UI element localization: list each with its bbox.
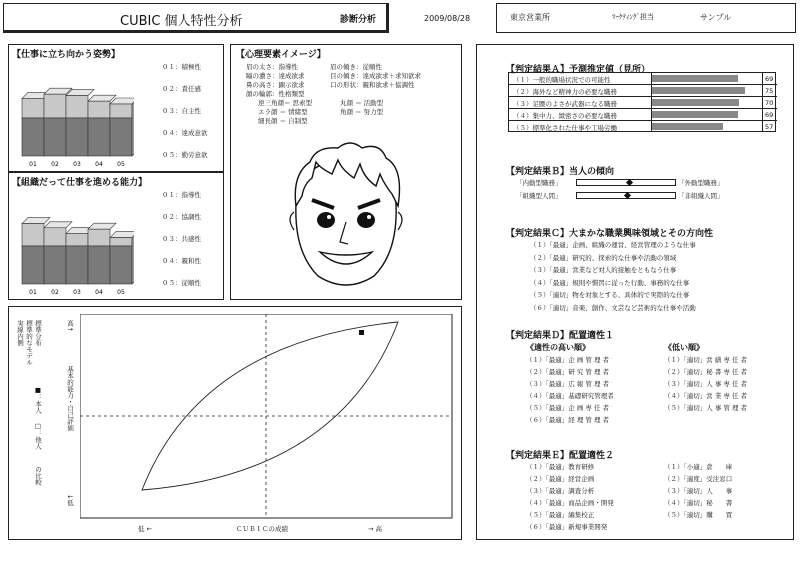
legend-standard: 標準分布 — [34, 320, 42, 346]
result-a-label: （２）海外など精神力の必要な職務 — [513, 88, 617, 96]
bar-lower — [44, 246, 66, 284]
x-tick-label: 02 — [51, 161, 59, 168]
attitude-item: ０２：責任感 — [162, 85, 201, 93]
psych-line: 眉の傾き：従順性 — [330, 63, 382, 71]
result-e-high-item: （４）「最適」商品企画・開発 — [526, 499, 614, 507]
x-tick-label: 05 — [117, 161, 125, 168]
attitude-title: 【仕事に立ち向かう姿勢】 — [12, 50, 121, 60]
result-a-bar-track — [651, 73, 763, 84]
legend-compare: の比較 — [34, 466, 42, 486]
org-item: ０４：親和性 — [162, 257, 201, 265]
result-e-high-item: （５）「最適」編集校正 — [526, 511, 595, 519]
attitude-item: ０３：自主性 — [162, 107, 201, 115]
result-e-high-item: （１）「最適」教育研修 — [526, 463, 595, 471]
result-a-value: 75 — [765, 87, 774, 95]
x-tick-label: 02 — [51, 289, 59, 296]
attitude-chart — [14, 62, 134, 172]
bar-lower — [22, 246, 44, 284]
psych-line: 眉の太さ：指導性 — [246, 63, 298, 71]
result-d-low-title: 《低い順》 — [664, 343, 704, 352]
result-d-low-item: （４）「適切」営 業 専 任 者 — [664, 392, 748, 400]
face-illustration — [276, 134, 416, 294]
result-e-high-item: （２）「最適」経営企画 — [526, 475, 595, 483]
result-a-table — [508, 72, 776, 132]
result-d-high-item: （３）「最適」広 報 管 理 者 — [526, 380, 610, 388]
legend-inside: 実線内側 — [16, 320, 24, 346]
result-d-title: 【判定結果Ｄ】配置適性１ — [506, 331, 615, 341]
result-a-row — [509, 97, 777, 109]
bar-upper — [22, 224, 44, 246]
result-a-row — [509, 109, 777, 121]
department: ﾏｰｹﾃｨﾝｸﾞ担当 — [612, 13, 654, 21]
result-e-high-item: （３）「最適」調査分析 — [526, 487, 595, 495]
bar-upper — [88, 101, 110, 118]
legend-model: 標準的なモデル — [25, 320, 33, 366]
bar-top — [110, 232, 134, 238]
x-tick-label: 04 — [95, 289, 103, 296]
result-b-right: 「外動型職務」 — [678, 179, 724, 187]
result-b-left: 「内動型職務」 — [516, 179, 562, 187]
bar-lower — [66, 118, 88, 156]
report-date: 2009/08/28 — [424, 14, 471, 23]
result-a-row — [509, 121, 777, 133]
x-tick-label: 03 — [73, 161, 81, 168]
result-a-bar — [652, 111, 738, 118]
result-e-title: 【判定結果Ｅ】配置適性２ — [506, 451, 615, 461]
bar-lower — [110, 246, 132, 284]
result-d-high-title: 《適性の高い順》 — [526, 343, 590, 352]
result-e-low-item: （１）「小適」倉 庫 — [664, 463, 733, 471]
result-a-bar-track — [651, 97, 763, 108]
x-tick-label: 04 — [95, 161, 103, 168]
bar-upper — [22, 98, 44, 118]
diagnosis-badge: 診断分析 — [340, 15, 377, 25]
bar-upper — [44, 94, 66, 118]
y-axis-high: 高↑ — [66, 320, 74, 332]
result-a-title: 【判定結果Ａ】予測推定値（見所） — [506, 65, 651, 75]
result-a-row — [509, 85, 777, 97]
x-tick-label: 01 — [29, 161, 37, 168]
result-a-label: （５）標準化された仕事や工場労働 — [513, 124, 617, 132]
result-a-value: 57 — [765, 123, 774, 131]
result-d-high-item: （２）「最適」研 究 管 理 者 — [526, 368, 610, 376]
psych-line: 目の傾き：達成欲求＋求知欲求 — [330, 72, 421, 80]
psych-line: 口の形状：親和欲求＋協調性 — [330, 81, 415, 89]
psych-type: エラ顔 ＝ 情緒型 — [258, 108, 308, 116]
legend-other: □：他人 — [34, 422, 42, 450]
bar-top — [22, 218, 50, 224]
result-d-high-item: （５）「最適」企 画 専 任 者 — [526, 404, 610, 412]
x-tick-label: 01 — [29, 289, 37, 296]
bar-lower — [22, 118, 44, 156]
bar-top — [66, 90, 94, 96]
result-b-rows — [506, 178, 776, 204]
result-b-track — [576, 192, 676, 199]
psych-type: 逆三角顔＝ 思索型 — [258, 99, 313, 107]
org-item: ０２：協調性 — [162, 213, 201, 221]
result-d-low-item: （２）「適切」秘 書 専 任 者 — [664, 368, 748, 376]
result-c-item: （１）「最適」企画、組織の運営、経営管理のような仕事 — [530, 241, 696, 249]
bar-lower — [66, 246, 88, 284]
bar-lower — [110, 118, 132, 156]
bar-top — [88, 223, 116, 229]
attitude-item: ０５：勤労意欲 — [162, 151, 208, 159]
bar-upper — [66, 233, 88, 246]
result-d-low-item: （１）「適切」営 繕 専 任 者 — [664, 356, 748, 364]
bar-side — [132, 98, 134, 156]
result-b-left: 「組織型人間」 — [516, 192, 562, 200]
x-tick-label: 05 — [117, 289, 125, 296]
psych-line: 瞳の濃さ：達成欲求 — [246, 72, 305, 80]
bar-lower — [44, 118, 66, 156]
result-a-row — [509, 73, 777, 85]
result-a-label: （３）足腰のよさが武器になる職務 — [513, 100, 617, 108]
bar-lower — [88, 246, 110, 284]
attitude-item: ０１：積極性 — [162, 63, 201, 71]
psych-type: 角顔 ＝ 努力型 — [340, 108, 384, 116]
result-b-right: 「非組織人間」 — [678, 192, 724, 200]
result-a-bar — [652, 87, 745, 94]
bar-top — [88, 95, 116, 101]
psych-line: 鼻の高さ：顕示欲求 — [246, 81, 305, 89]
x-axis-high: → 高 — [368, 525, 383, 533]
x-axis-label: ＣＵＢＩＣの成績 — [236, 525, 288, 533]
result-a-bar — [652, 99, 739, 106]
y-axis-label: 基本的能力・自己評価 — [66, 366, 74, 431]
result-c-item: （６）「適切」音楽、創作、文芸など芸術的な仕事や活動 — [530, 303, 696, 312]
result-a-value: 69 — [765, 111, 774, 119]
result-a-bar-track — [651, 121, 763, 132]
org-item: ０３：共感性 — [162, 235, 201, 243]
bar-top — [44, 88, 72, 94]
result-c-item: （４）「最適」規則や慣習に従った行動、事務的な仕事 — [530, 278, 690, 287]
bar-upper — [88, 229, 110, 246]
result-b-track — [576, 179, 676, 186]
bar-side — [132, 232, 134, 284]
bar-upper — [110, 238, 132, 246]
result-c-title: 【判定結果Ｃ】大まかな職業興味領域とその方向性 — [506, 229, 714, 239]
result-a-label: （４）集中力、緻密さの必要な職務 — [513, 112, 617, 120]
result-d-low-item: （５）「適切」人 事 管 理 者 — [664, 404, 748, 412]
result-a-bar-track — [651, 109, 763, 120]
org-item: ０１：指導性 — [162, 191, 201, 199]
result-a-bar — [652, 123, 723, 130]
result-e-low-item: （３）「適切」人 事 — [664, 487, 733, 495]
bar-upper — [44, 228, 66, 246]
result-c-item: （２）「最適」研究的、探索的な仕事や活動の領域 — [530, 253, 677, 262]
result-c-item: （３）「最適」営業など対人的接触をともなう仕事 — [530, 266, 677, 274]
report-title: CUBIC 個人特性分析 — [120, 14, 243, 29]
result-a-label: （１）一般的職場状況での可能性 — [513, 76, 611, 84]
legend-self: ■：本人 — [34, 386, 42, 414]
result-d-high-item: （４）「最適」基礎研究管理者 — [526, 392, 614, 400]
bar-upper — [66, 96, 88, 118]
org-title: 【組織だって仕事を進める能力】 — [12, 178, 148, 188]
org-item: ０５：従順性 — [162, 279, 201, 287]
bar-top — [44, 222, 72, 228]
person-name: サンプル — [700, 13, 732, 22]
org-chart — [14, 190, 134, 300]
distribution-legend — [14, 320, 74, 510]
psych-type: 丸顔 ＝ 活動型 — [340, 99, 384, 107]
result-a-bar — [652, 75, 738, 82]
result-c-item: （５）「適切」物を対象とする、具体的で実際的な仕事 — [530, 291, 690, 299]
result-b-marker — [626, 179, 633, 186]
y-axis-low: ↓低 — [66, 494, 74, 506]
result-e-low-item: （５）「適切」購 買 — [664, 511, 733, 519]
bar-lower — [88, 118, 110, 156]
psych-title: 【心理要素イメージ】 — [236, 50, 326, 60]
bar-upper — [110, 104, 132, 118]
office-name: 東京営業所 — [510, 13, 550, 22]
result-a-bar-track — [651, 85, 763, 96]
x-axis-low: 低 ← — [138, 525, 153, 533]
result-a-value: 69 — [765, 75, 774, 83]
psych-line: 顔の輪郭：性格類型 — [246, 90, 305, 98]
psych-type: 細長顔 ＝ 自制型 — [258, 117, 308, 125]
result-a-value: 70 — [765, 99, 774, 107]
result-d-high-item: （６）「最適」経 理 管 理 者 — [526, 416, 610, 424]
result-d-high-item: （１）「最適」企 画 管 理 者 — [526, 356, 610, 364]
bar-top — [110, 98, 134, 104]
x-tick-label: 03 — [73, 289, 81, 296]
distribution-plot — [80, 314, 454, 520]
attitude-item: ０４：達成意欲 — [162, 129, 208, 137]
result-d-low-item: （３）「適切」人 事 専 任 者 — [664, 380, 748, 388]
result-e-low-item: （４）「適切」秘 書 — [664, 499, 733, 507]
result-e-low-item: （２）「適度」受注窓口 — [664, 475, 733, 483]
result-b-marker — [624, 192, 631, 199]
result-e-high-item: （６）「最適」新規事業開発 — [526, 523, 608, 531]
self-marker — [359, 330, 364, 335]
result-b-title: 【判定結果Ｂ】当人の傾向 — [506, 167, 615, 177]
